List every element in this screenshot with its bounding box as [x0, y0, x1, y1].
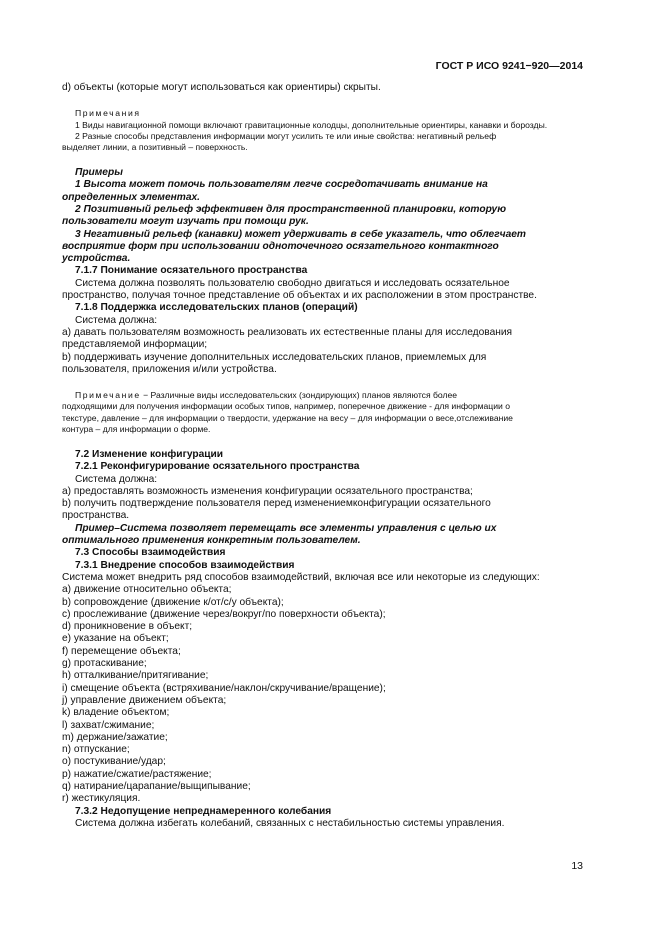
list-item: j) управление движением объекта;: [62, 694, 227, 706]
examples-title: Примеры: [75, 167, 123, 179]
example-3-line3: устройства.: [62, 253, 131, 265]
example-4-line2: оптимального применения конкретным пользователем.: [62, 535, 361, 547]
section-7-1-8-item-a1: а) давать пользователям возможность реализовать их естественные планы для исследования: [62, 326, 513, 338]
list-item: r) жестикуляция.: [62, 793, 141, 805]
section-7-1-8-title: 7.1.8 Поддержка исследовательских планов (операций): [75, 302, 358, 314]
standard-header: ГОСТ Р ИСО 9241−920—2014: [435, 60, 583, 72]
list-item: l) захват/сжимание;: [62, 719, 155, 731]
list-item: o) постукивание/удар;: [62, 756, 166, 768]
example-1-line2: определенных элементах.: [62, 191, 200, 203]
note-1: 1 Виды навигационной помощи включают гравитационные колодцы, дополнительные ориентиры, канавки и борозды.: [75, 119, 548, 130]
section-7-1-8-item-b2: пользователя, приложения и/или устройства.: [62, 363, 277, 375]
section-7-2-1-item-b1: b) получить подтверждение пользователя перед изменениемконфигурации осязательного: [62, 498, 491, 510]
section-7-2-1-title: 7.2.1 Реконфигурирование осязательного пространства: [75, 461, 360, 473]
section-7-3-title: 7.3 Способы взаимодействия: [75, 547, 226, 559]
list-item: g) протаскивание;: [62, 658, 147, 670]
list-item: a) движение относительно объекта;: [62, 584, 232, 596]
list-item: d) проникновение в объект;: [62, 621, 193, 633]
note-3-label: Примечание: [75, 390, 141, 401]
list-item: n) отпускание;: [62, 744, 130, 756]
list-item: c) прослеживание (движение через/вокруг/по поверхности объекта);: [62, 608, 386, 620]
note-2-line2: выделяет линии, а позитивный – поверхность.: [62, 141, 248, 152]
example-2-line2: пользователи могут изучать при помощи рук.: [62, 216, 309, 228]
list-item-d: d) объекты (которые могут использоваться как ориентиры) скрыты.: [62, 82, 381, 93]
page-number: 13: [571, 860, 583, 872]
list-item: k) владение объектом;: [62, 707, 170, 719]
note-3-line1: [75, 390, 583, 401]
section-7-2-title: 7.2 Изменение конфигурации: [75, 448, 224, 460]
example-3-line2: восприятие форм при использовании одноточечного осязательного контактного: [62, 240, 499, 252]
example-1-line1: 1 Высота может помочь пользователям легче сосредотачивать внимание на: [75, 179, 488, 191]
list-item: e) указание на объект;: [62, 633, 169, 645]
list-item: p) нажатие/сжатие/растяжение;: [62, 768, 212, 780]
section-7-1-7-line2: пространство, получая точное представление об объектах и их расположении в этом пространстве.: [62, 290, 537, 302]
list-item: f) перемещение объекта;: [62, 645, 181, 657]
section-7-1-8-item-b1: b) поддерживать изучение дополнительных исследовательских планов, приемлемых для: [62, 351, 487, 363]
section-7-3-1-lead: Система может внедрить ряд способов взаимодействий, включая все или некоторые из следующих:: [62, 571, 540, 583]
section-7-3-1-title: 7.3.1 Внедрение способов взаимодействия: [75, 559, 295, 571]
example-2-line1: 2 Позитивный рельеф эффективен для пространственной планировки, которую: [75, 204, 507, 215]
interaction-list: [62, 584, 583, 805]
notes-title: Примечания: [75, 108, 141, 119]
section-7-1-7-title: 7.1.7 Понимание осязательного пространства: [75, 265, 308, 277]
list-item: h) отталкивание/притягивание;: [62, 670, 209, 682]
note-3-text: − Различные виды исследовательских (зондирующих) планов являются более: [140, 390, 458, 401]
section-7-3-2-line1: Система должна избегать колебаний, связанных с нестабильностью системы управления.: [75, 817, 505, 829]
list-item: i) смещение объекта (встряхивание/наклон/скручивание/вращение);: [62, 682, 386, 694]
example-3-line1: 3 Негативный рельеф (канавки) может удерживать в себе указатель, что облегчает: [75, 228, 526, 240]
list-item: b) сопровождение (движение к/от/с/у объекта);: [62, 596, 284, 608]
page-content: [62, 82, 583, 830]
note-3-line3: текстуре, давление – для информации о твердости, удержание на весу – для информации о весе,отслеживание: [62, 412, 513, 423]
section-7-2-1-item-a: a) предоставлять возможность изменения конфигурации осязательного пространства;: [62, 485, 473, 497]
list-item: m) держание/зажатие;: [62, 731, 168, 743]
section-7-2-1-lead: Система должна:: [75, 473, 158, 485]
section-7-2-1-item-b2: пространства.: [62, 510, 130, 522]
section-7-1-8-lead: Система должна:: [75, 314, 158, 326]
note-3-line4: контура – для информации о форме.: [62, 423, 211, 434]
note-2-line1: 2 Разные способы представления информации могут усилить те или иные свойства: негативный рельеф: [75, 130, 497, 141]
section-7-3-2-title: 7.3.2 Недопущение непреднамеренного колебания: [75, 805, 332, 817]
example-4-line1: Пример–Система позволяет перемещать все элементы управления с целью их: [75, 522, 497, 534]
note-3-line2: подходящими для получения информации особых типов, например, поперечное движение - для информации о: [62, 401, 510, 412]
section-7-1-8-item-a2: представляемой информации;: [62, 339, 208, 351]
list-item: q) натирание/царапание/выщипывание;: [62, 780, 251, 792]
section-7-1-7-line1: Система должна позволять пользователю свободно двигаться и исследовать осязательное: [75, 277, 510, 289]
